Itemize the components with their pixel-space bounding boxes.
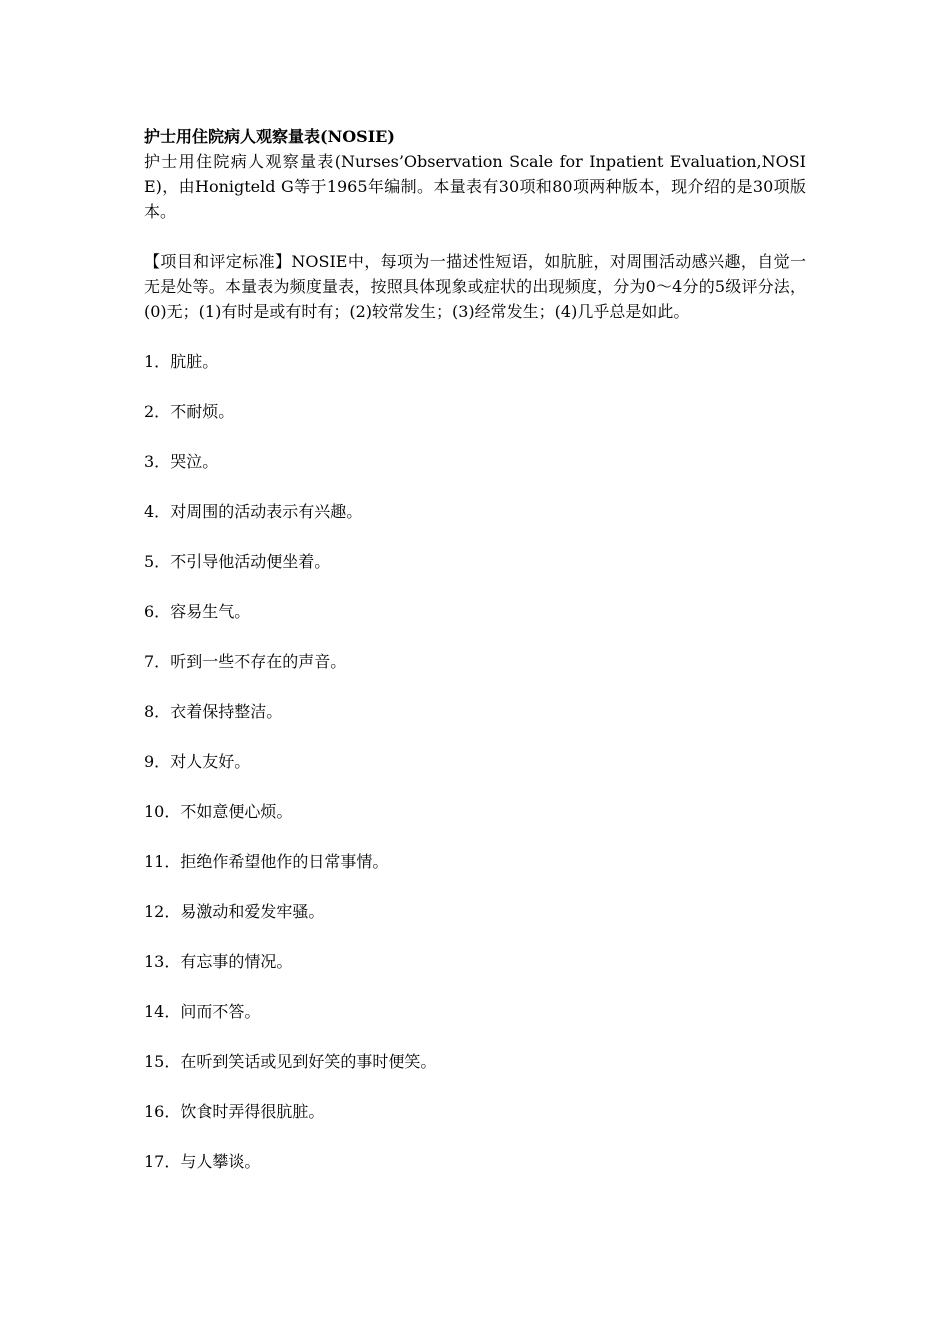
item-number: 2． [144,402,171,421]
item-text: 不耐烦。 [170,402,235,421]
item-text: 易激动和爱发牢骚。 [180,902,325,921]
list-item [144,649,806,674]
item-list [144,349,806,1174]
item-text: 对周围的活动表示有兴趣。 [170,502,363,521]
item-text: 与人攀谈。 [180,1152,261,1171]
item-number: 17． [144,1152,181,1171]
intro-paragraph: 护士用住院病人观察量表(Nurses’Observation Scale for Inpatient Evaluation,NOSIE)，由Honigteld G等于1965年编制。本量表有30项和80项两种版本，现介绍的是30项版本。 [144,152,806,221]
item-number: 9． [144,752,171,771]
item-text: 问而不答。 [180,1002,261,1021]
item-text: 不如意便心烦。 [180,802,293,821]
item-number: 8． [144,702,171,721]
item-text: 肮脏。 [170,352,219,371]
item-number: 6． [144,602,171,621]
document-body [144,124,806,1199]
item-number: 7． [144,652,171,671]
list-item [144,399,806,424]
item-text: 容易生气。 [170,602,251,621]
item-text: 拒绝作希望他作的日常事情。 [180,852,389,871]
item-number: 1． [144,352,171,371]
list-item [144,449,806,474]
list-item [144,849,806,874]
item-text: 在听到笑话或见到好笑的事时便笑。 [180,1052,437,1071]
item-number: 15． [144,1052,181,1071]
item-text: 有忘事的情况。 [180,952,293,971]
item-text: 哭泣。 [170,452,219,471]
list-item [144,1049,806,1074]
item-text: 衣着保持整洁。 [170,702,283,721]
item-text: 听到一些不存在的声音。 [170,652,347,671]
list-item [144,899,806,924]
list-item [144,699,806,724]
item-text: 饮食时弄得很肮脏。 [180,1102,325,1121]
document-title: 护士用住院病人观察量表(NOSIE) [144,127,395,146]
list-item [144,549,806,574]
item-number: 13． [144,952,181,971]
list-item [144,999,806,1024]
list-item [144,599,806,624]
item-number: 12． [144,902,181,921]
list-item [144,949,806,974]
item-number: 10． [144,802,181,821]
item-number: 3． [144,452,171,471]
item-text: 对人友好。 [170,752,251,771]
item-number: 5． [144,552,171,571]
item-text: 不引导他活动便坐着。 [170,552,331,571]
criteria-paragraph: 【项目和评定标准】NOSIE中，每项为一描述性短语，如肮脏，对周围活动感兴趣，自觉一无是处等。本量表为频度量表，按照具体现象或症状的出现频度，分为0～4分的5级评分法，(0)无；(1)有时是或有时有；(2)较常发生；(3)经常发生；(4)几乎总是如此。 [144,252,806,321]
item-number: 14． [144,1002,181,1021]
list-item [144,499,806,524]
list-item [144,1149,806,1174]
list-item [144,349,806,374]
item-number: 11． [144,852,181,871]
list-item [144,1099,806,1124]
list-item [144,799,806,824]
item-number: 4． [144,502,171,521]
list-item [144,749,806,774]
item-number: 16． [144,1102,181,1121]
